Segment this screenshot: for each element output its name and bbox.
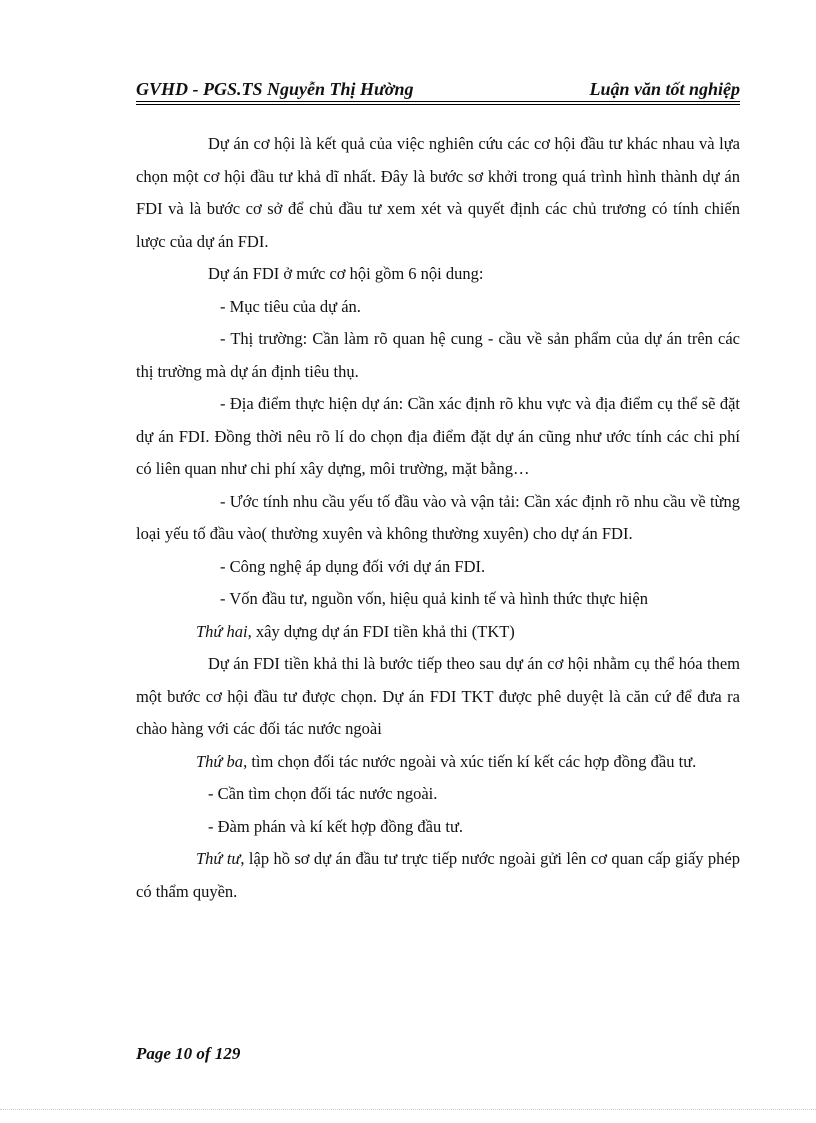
section-third [136,746,740,779]
page-edge-divider [0,1109,816,1110]
page-number: Page 10 of 129 [136,1044,241,1063]
bullet-negotiate: - Đàm phán và kí kết hợp đồng đầu tư. [208,816,464,836]
bullet-market: - Thị trường: Cần làm rõ quan hệ cung - cầu về sản phẩm của dự án trên các thị trường mà dự án định tiêu thụ. [136,329,740,381]
section-fourth-label: Thứ tư [196,849,241,868]
header-doc-type: Luận văn tốt nghiệp [589,79,740,99]
paragraph-opportunity-project: Dự án cơ hội là kết quả của việc nghiên cứu các cơ hội đầu tư khác nhau và lựa chọn một cơ hội đầu tư khả dĩ nhất. Đây là bước sơ khởi trong quá trình hình thành dự án FDI và là bước cơ sở để chủ đầu tư xem xét và quyết định các chủ trương có tính chiến lược của dự án FDI. [136,134,740,251]
section-third-label: Thứ ba [196,751,244,771]
paragraph-six-contents: Dự án FDI ở mức cơ hội gồm 6 nội dung: [208,264,484,283]
page-header [136,76,740,102]
section-second-label: Thứ hai [196,621,248,641]
section-second-text: , xây dựng dự án FDI tiền khả thi (TKT) [247,621,515,641]
bullet-location: - Địa điểm thực hiện dự án: Cần xác định rõ khu vực và địa điểm cụ thể sẽ đặt dự án FDI. Đồng thời nêu rõ lí do chọn địa điểm đặt dự án cũng như ước tính các chi phí có liên quan như chi phí xây dựng, môi trường, mặt bằng… [136,394,740,478]
header-rule [136,101,740,105]
header-advisor: GVHD - PGS.TS Nguyễn Thị Hường [136,79,414,99]
section-third-text: , tìm chọn đối tác nước ngoài và xúc tiến kí kết các hợp đồng đầu tư. [243,751,697,771]
bullet-capital: - Vốn đầu tư, nguồn vốn, hiệu quả kinh tế và hình thức thực hiện [220,589,648,608]
document-body [136,128,740,908]
bullet-objective: - Mục tiêu của dự án. [220,296,361,316]
section-fourth [136,843,740,908]
bullet-technology: - Công nghệ áp dụng đối với dự án FDI. [220,556,486,576]
bullet-inputs: - Ước tính nhu cầu yếu tố đầu vào và vận tải: Cần xác định rõ nhu cầu về từng loại yếu tố đầu vào( thường xuyên và không thường xuyên) cho dự án FDI. [136,491,740,543]
section-second [136,616,740,649]
bullet-find-partner: - Cần tìm chọn đối tác nước ngoài. [208,784,438,803]
paragraph-prefeasibility: Dự án FDI tiền khả thi là bước tiếp theo sau dự án cơ hội nhằm cụ thể hóa them một bước cơ hội đầu tư được chọn. Dự án FDI TKT được phê duyệt là căn cứ để đưa ra chào hàng với các đối tác nước ngoài [136,654,740,738]
section-fourth-text: , lập hồ sơ dự án đầu tư trực tiếp nước ngoài gửi lên cơ quan cấp giấy phép có thẩm quyền. [136,849,740,901]
